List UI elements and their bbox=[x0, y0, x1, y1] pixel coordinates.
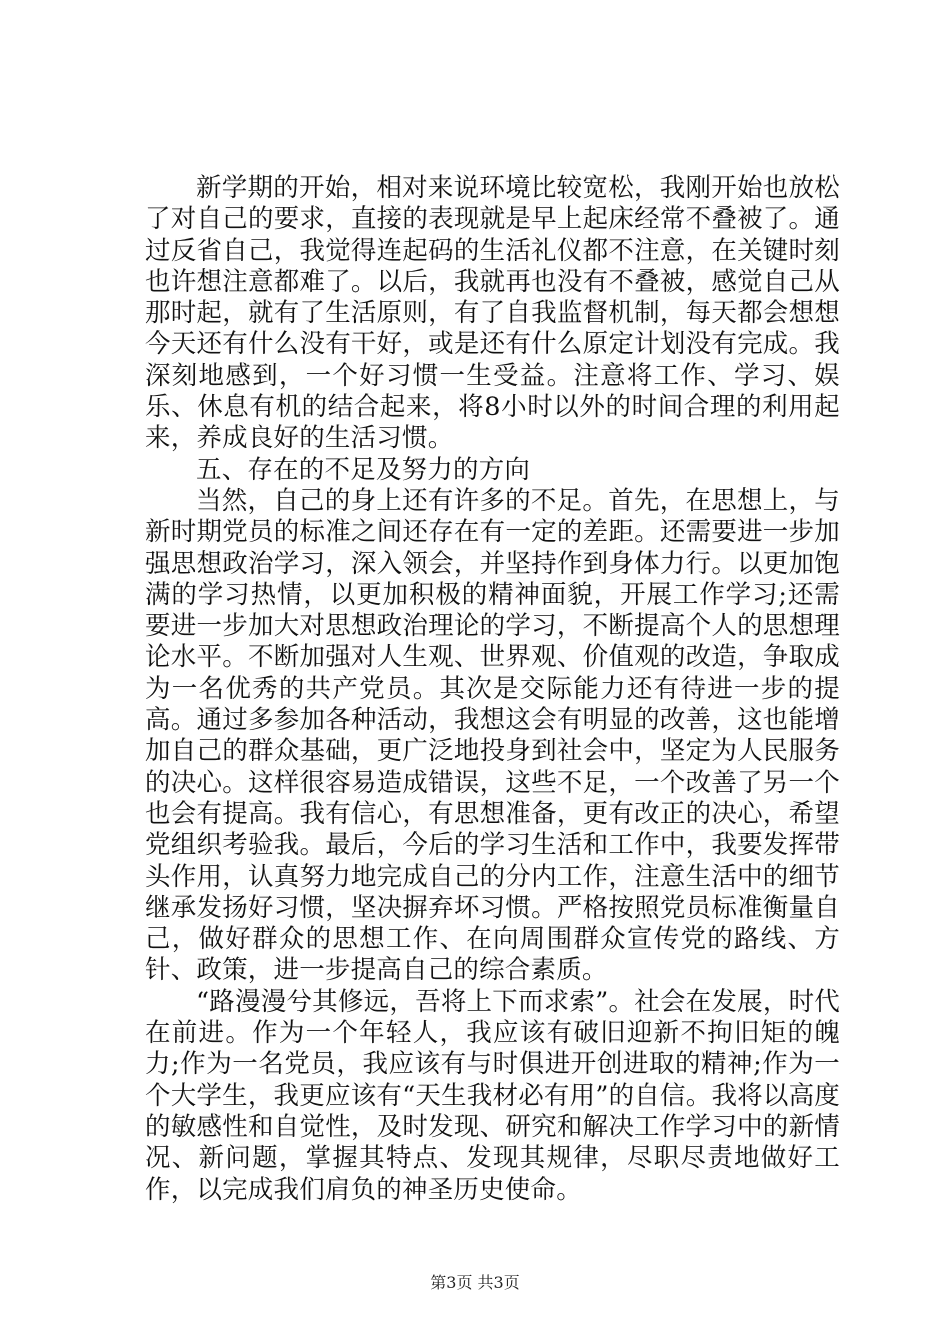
document-body bbox=[145, 173, 840, 1206]
section-heading: 五、存在的不足及努力的方向 bbox=[196, 454, 531, 485]
page-footer: 第3页 共3页 bbox=[430, 1273, 520, 1292]
paragraph-habits: 新学期的开始，相对来说环境比较宽松，我刚开始也放松了对自己的要求，直接的表现就是早上起床经常不叠被了。通过反省自己，我觉得连起码的生活礼仪都不注意，在关键时刻也许想注意都难了。以后，我就再也没有不叠被，感觉自己从那时起，就有了生活原则，有了自我监督机制，每天都会想想今天还有什么没有干好，或是还有什么原定计划没有完成。我深刻地感到，一个好习惯一生受益。注意将工作、学习、娱乐、休息有机的结合起来，将8小时以外的时间合理的利用起来，养成良好的生活习惯。 bbox=[145, 173, 840, 454]
paragraph-shortcomings: 当然，自己的身上还有许多的不足。首先，在思想上，与新时期党员的标准之间还存在有一定的差距。还需要进一步加强思想政治学习，深入领会，并坚持作到身体力行。以更加饱满的学习热情，以更加积极的精神面貌，开展工作学习;还需要进一步加大对思想政治理论的学习，不断提高个人的思想理论水平。不断加强对人生观、世界观、价值观的改造，争取成为一名优秀的共产党员。其次是交际能力还有待进一步的提高。通过多参加各种活动，我想这会有明显的改善，这也能增加自己的群众基础，更广泛地投身到社会中，坚定为人民服务的决心。这样很容易造成错误，这些不足，一个改善了另一个也会有提高。我有信心，有思想准备，更有改正的决心，希望党组织考验我。最后，今后的学习生活和工作中，我要发挥带头作用，认真努力地完成自己的分内工作，注意生活中的细节继承发扬好习惯，坚决摒弃坏习惯。严格按照党员标准衡量自己，做好群众的思想工作、在向周围群众宣传党的路线、方针、政策，进一步提高自己的综合素质。 bbox=[145, 485, 840, 986]
paragraph-conclusion: “路漫漫兮其修远，吾将上下而求索”。社会在发展，时代在前进。作为一个年轻人，我应该有破旧迎新不拘旧矩的魄力;作为一名党员，我应该有与时俱进开创进取的精神;作为一个大学生，我更应该有“天生我材必有用”的自信。我将以高度的敏感性和自觉性，及时发现、研究和解决工作学习中的新情况、新问题，掌握其特点、发现其规律，尽职尽责地做好工作，以完成我们肩负的神圣历史使命。 bbox=[145, 986, 840, 1205]
